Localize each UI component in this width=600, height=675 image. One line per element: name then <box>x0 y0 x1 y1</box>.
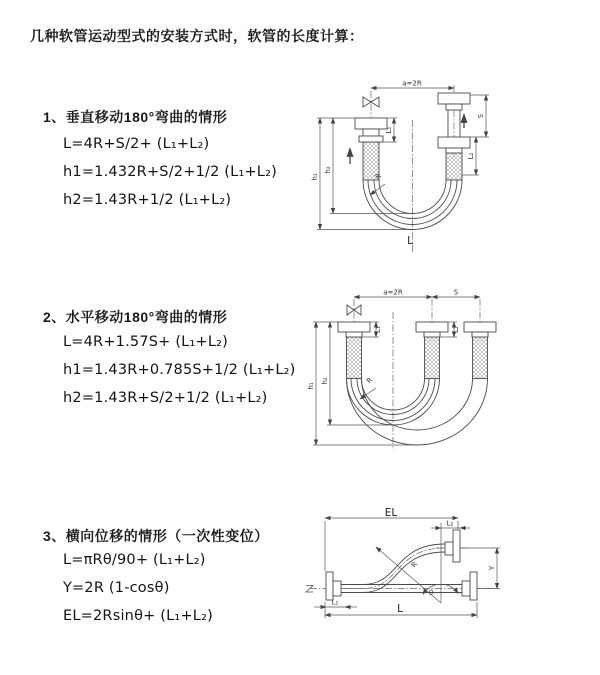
radius-and-angle <box>376 523 458 603</box>
section-3-formula-L: L=πRθ/90+ (L₁+L₂) <box>63 552 206 568</box>
section-3-formula-EL: EL=2Rsinθ+ (L₁+L₂) <box>63 608 213 624</box>
braided-hose-center <box>425 337 440 379</box>
section-1-heading: 1、垂直移动180°弯曲的情形 <box>43 109 228 125</box>
dimension-lines <box>314 518 500 618</box>
section-1-formula-L: L=4R+S/2+ (L₁+L₂) <box>63 136 210 152</box>
section-2-formula-L: L=4R+1.57S+ (L₁+L₂) <box>63 334 228 350</box>
hose-fitting-right <box>464 322 496 337</box>
braided-hose-right <box>473 337 488 379</box>
dim-label-el: EL <box>384 507 398 519</box>
flange-lower-right <box>462 572 477 600</box>
hose-displaced-curve <box>341 544 445 593</box>
dim-label-y: Y <box>488 565 496 571</box>
section-1-formula-h1: h1=1.432R+S/2+1/2 (L₁+L₂) <box>63 164 277 180</box>
length-label: L <box>407 235 413 247</box>
dim-label-a2r: a=2R <box>402 79 422 88</box>
dim-label-a2r: a=2R <box>383 288 403 297</box>
length-label: L <box>397 603 403 615</box>
radius-label: R <box>374 172 384 182</box>
dimension-lines <box>317 88 489 230</box>
section-3-heading: 3、横向位移的情形（一次性变位） <box>43 528 269 544</box>
angle-label: θ <box>428 589 434 597</box>
dim-label-s: S <box>453 288 459 297</box>
dim-label-h2: h₂ <box>324 166 332 174</box>
page-title: 几种软管运动型式的安装方式时，软管的长度计算： <box>30 28 364 44</box>
braided-hose-right <box>446 153 462 180</box>
diagram-horizontal-180-bend <box>304 282 592 458</box>
section-2-formula-h1: h1=1.43R+0.785S+1/2 (L₁+L₂) <box>63 362 296 378</box>
diagram-lateral-displacement <box>298 505 600 655</box>
hose-fitting-left <box>338 322 370 337</box>
dim-label-h2: h₂ <box>321 377 329 385</box>
dim-label-h1: h₁ <box>307 382 315 390</box>
radius-label: R <box>365 376 375 386</box>
dim-label-l2: L₂ <box>467 152 475 160</box>
dimension-lines <box>313 297 480 445</box>
hose-fitting-center <box>416 322 448 337</box>
dim-label-l1: L₁ <box>331 598 339 607</box>
diagram-vertical-180-bend <box>306 72 586 257</box>
centerlines <box>371 85 454 252</box>
flange-left <box>326 572 341 600</box>
section-2-heading: 2、水平移动180°弯曲的情形 <box>43 309 228 325</box>
dim-label-l1: L₁ <box>374 326 382 333</box>
dim-label-l2: L₂ <box>452 326 460 333</box>
braided-hose-left <box>347 337 362 379</box>
section-3-formula-Y: Y=2R (1-cosθ) <box>63 580 170 596</box>
dim-label-s: S <box>477 113 485 119</box>
dim-label-l1: L₁ <box>385 126 393 134</box>
hose-fitting-left <box>355 118 387 142</box>
section-1-formula-h2: h2=1.43R+1/2 (L₁+L₂) <box>63 192 232 208</box>
radius-label: R <box>409 560 420 570</box>
dim-label-l2: L₂ <box>446 519 454 528</box>
flange-upper-right <box>445 530 460 562</box>
section-2-formula-h2: h2=1.43R+S/2+1/2 (L₁+L₂) <box>63 390 268 406</box>
dim-label-h1: h₁ <box>311 173 319 181</box>
